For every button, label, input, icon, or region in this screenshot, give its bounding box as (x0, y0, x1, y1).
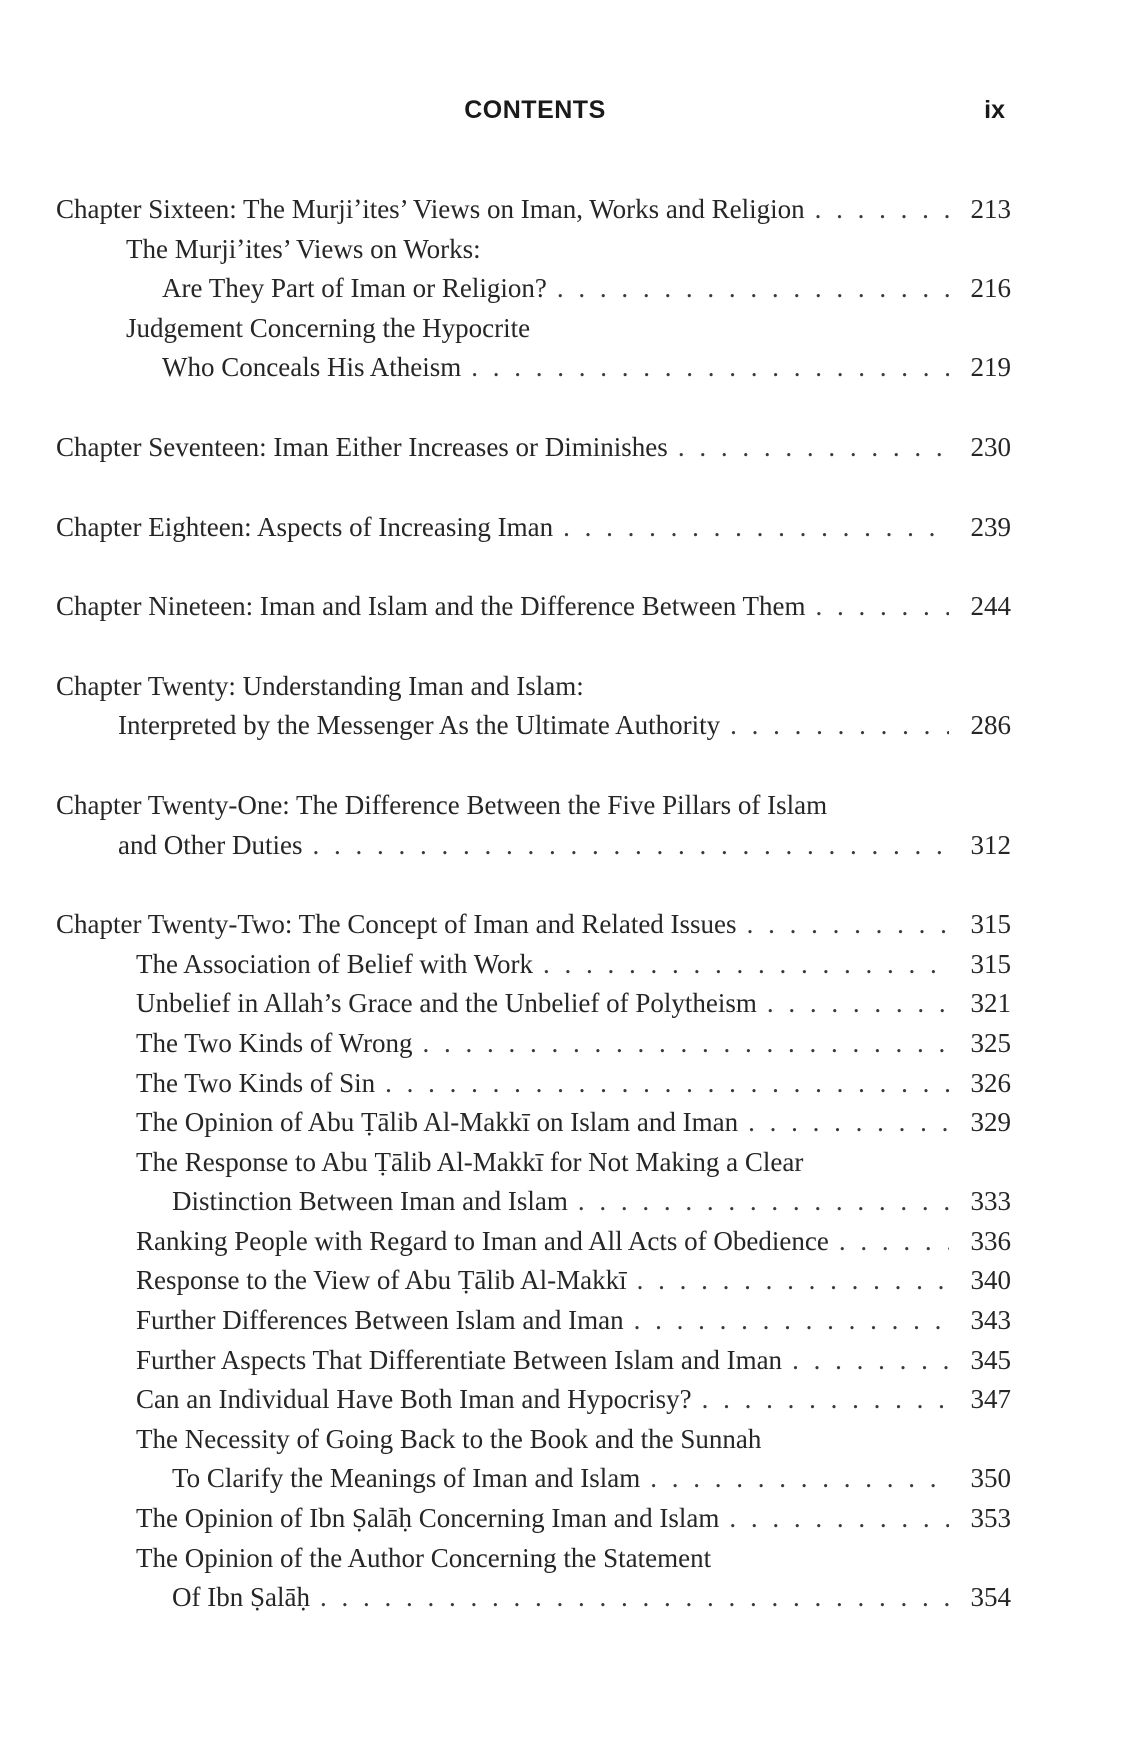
toc-entry-chapter-18[interactable] (56, 508, 1011, 548)
toc-entry-title: Chapter Seventeen: Iman Either Increases or Diminishes (56, 431, 668, 462)
dot-leader (729, 1499, 949, 1539)
toc-entry-title: Chapter Sixteen: The Murjiʼites’ Views on Iman, Works and Religion (56, 194, 805, 224)
toc-entry-title: and Other Duties (118, 829, 303, 860)
spacer (56, 627, 1011, 667)
toc-subentry[interactable] (56, 1380, 1011, 1420)
dot-leader (423, 1024, 950, 1064)
toc-entry-page: 230 (970, 431, 1011, 462)
dot-leader (747, 905, 949, 945)
toc-entry-title: The Two Kinds of Sin (136, 1067, 376, 1098)
toc-subentry[interactable] (56, 1182, 1011, 1222)
toc-subentry[interactable] (56, 984, 1011, 1024)
toc-subentry[interactable] (56, 269, 1011, 309)
dot-leader (557, 269, 949, 309)
toc-entry-page: 312 (970, 829, 1011, 860)
toc-entry-page: 321 (970, 988, 1011, 1019)
toc-entry-page: 315 (970, 948, 1011, 979)
toc-entry-page: 329 (970, 1107, 1011, 1138)
dot-leader (637, 1261, 949, 1301)
toc-subentry[interactable] (56, 945, 1011, 985)
toc-subentry-line: The Necessity of Going Back to the Book and the Sunnah (136, 1423, 762, 1454)
spacer (56, 547, 1011, 587)
dot-leader (543, 945, 949, 985)
dot-leader (385, 1064, 949, 1104)
toc-subentry[interactable] (56, 1064, 1011, 1104)
toc-entry-title: Chapter Twenty-Two: The Concept of Iman and Related Issues (56, 909, 737, 940)
spacer (56, 865, 1011, 905)
toc-entry-title: Interpreted by the Messenger As the Ultimate Authority (118, 710, 721, 741)
toc-entry-page: 219 (970, 352, 1011, 383)
toc-entry-title: The Opinion of Abu Ṭālib Al-Makkī on Islam and Iman (136, 1107, 739, 1138)
toc-entry-title: The Two Kinds of Wrong (136, 1027, 413, 1058)
dot-leader (678, 428, 949, 468)
dot-leader (748, 1103, 949, 1143)
toc-entry-page: 213 (970, 194, 1011, 224)
toc-entry-title: The Association of Belief with Work (136, 948, 534, 979)
toc-entry-chapter-19[interactable] (56, 587, 1011, 627)
toc-entry-title: Distinction Between Iman and Islam (172, 1186, 568, 1217)
toc-entry-title: Of Ibn Ṣalāḥ (172, 1582, 310, 1613)
spacer (56, 388, 1011, 428)
toc-entry-title: Chapter Eighteen: Aspects of Increasing Iman (56, 511, 554, 542)
toc-entry-chapter-17[interactable] (56, 428, 1011, 468)
toc-subentry-line: The Response to Abu Ṭālib Al-Makkī for Not Making a Clear (136, 1146, 804, 1177)
page-number: ix (984, 96, 1005, 124)
toc-entry-page: 354 (970, 1582, 1011, 1613)
toc-entry-page: 333 (970, 1186, 1011, 1217)
toc-entry-title: Further Aspects That Differentiate Between Islam and Iman (136, 1344, 783, 1375)
toc-subentry[interactable] (56, 1341, 1011, 1381)
toc-subentry[interactable] (56, 1024, 1011, 1064)
toc-subentry[interactable] (56, 1301, 1011, 1341)
toc-subentry[interactable] (56, 1459, 1011, 1499)
dot-leader (730, 706, 949, 746)
toc-subentry[interactable] (56, 1499, 1011, 1539)
dot-leader (578, 1182, 949, 1222)
toc-entry-page: 343 (970, 1305, 1011, 1336)
toc-entry-title: Can an Individual Have Both Iman and Hypocrisy? (136, 1384, 692, 1415)
toc-entry-chapter-22[interactable] (56, 905, 1011, 945)
toc-subentry[interactable] (56, 1261, 1011, 1301)
toc-entry-page: 325 (970, 1027, 1011, 1058)
toc-subentry[interactable] (56, 1578, 1011, 1618)
table-of-contents (56, 190, 1011, 1618)
dot-leader (563, 508, 949, 548)
toc-entry-title: The Opinion of Ibn Ṣalāḥ Concerning Iman and Islam (136, 1503, 720, 1534)
toc-entry-title: Further Differences Between Islam and Iman (136, 1305, 624, 1336)
dot-leader (312, 826, 949, 866)
toc-entry-title: Ranking People with Regard to Iman and All Acts of Obedience (136, 1225, 829, 1256)
toc-entry-page: 347 (970, 1384, 1011, 1415)
toc-entry-page: 336 (970, 1225, 1011, 1256)
dot-leader (634, 1301, 949, 1341)
toc-entry-page: 239 (970, 511, 1011, 542)
toc-entry-title: Chapter Nineteen: Iman and Islam and the Difference Between Them (56, 591, 806, 622)
toc-entry-chapter-20[interactable] (56, 706, 1011, 746)
toc-entry-title: Response to the View of Abu Ṭālib Al-Makkī (136, 1265, 627, 1296)
page-title: CONTENTS (464, 96, 606, 124)
dot-leader (792, 1341, 949, 1381)
toc-entry-page: 216 (970, 273, 1011, 304)
toc-entry-page: 326 (970, 1067, 1011, 1098)
toc-entry-chapter-16[interactable] (56, 190, 1011, 230)
toc-entry-page: 315 (970, 909, 1011, 940)
toc-entry-title: Unbelief in Allah’s Grace and the Unbelief of Polytheism (136, 988, 757, 1019)
toc-entry-title: Who Conceals His Atheism (162, 352, 462, 383)
toc-subentry-line: Judgement Concerning the Hypocrite (126, 312, 531, 343)
dot-leader (320, 1578, 949, 1618)
toc-entry-page: 353 (970, 1503, 1011, 1534)
toc-entry-page: 350 (970, 1463, 1011, 1494)
spacer (56, 468, 1011, 508)
toc-entry-title: Are They Part of Iman or Religion? (162, 273, 547, 304)
toc-entry-chapter-20-line: Chapter Twenty: Understanding Iman and Islam: (56, 670, 584, 701)
dot-leader (767, 984, 949, 1024)
toc-subentry-line: The Opinion of the Author Concerning the Statement (136, 1542, 712, 1573)
toc-entry-title: To Clarify the Meanings of Iman and Islam (172, 1463, 641, 1494)
toc-subentry-line: The Murjiʼites’ Views on Works: (126, 233, 481, 264)
toc-subentry[interactable] (56, 1103, 1011, 1143)
dot-leader (839, 1222, 949, 1262)
dot-leader (471, 348, 949, 388)
toc-entry-page: 340 (970, 1265, 1011, 1296)
dot-leader (650, 1459, 949, 1499)
dot-leader (815, 190, 949, 230)
toc-entry-page: 286 (970, 710, 1011, 741)
dot-leader (815, 587, 949, 627)
toc-subentry[interactable] (56, 1222, 1011, 1262)
toc-entry-chapter-21[interactable] (56, 826, 1011, 866)
toc-entry-chapter-21-line: Chapter Twenty-One: The Difference Between the Five Pillars of Islam (56, 789, 828, 820)
toc-entry-page: 345 (970, 1344, 1011, 1375)
dot-leader (702, 1380, 949, 1420)
spacer (56, 746, 1011, 786)
toc-entry-page: 244 (970, 591, 1011, 622)
toc-subentry[interactable] (56, 348, 1011, 388)
running-head (0, 96, 1125, 130)
